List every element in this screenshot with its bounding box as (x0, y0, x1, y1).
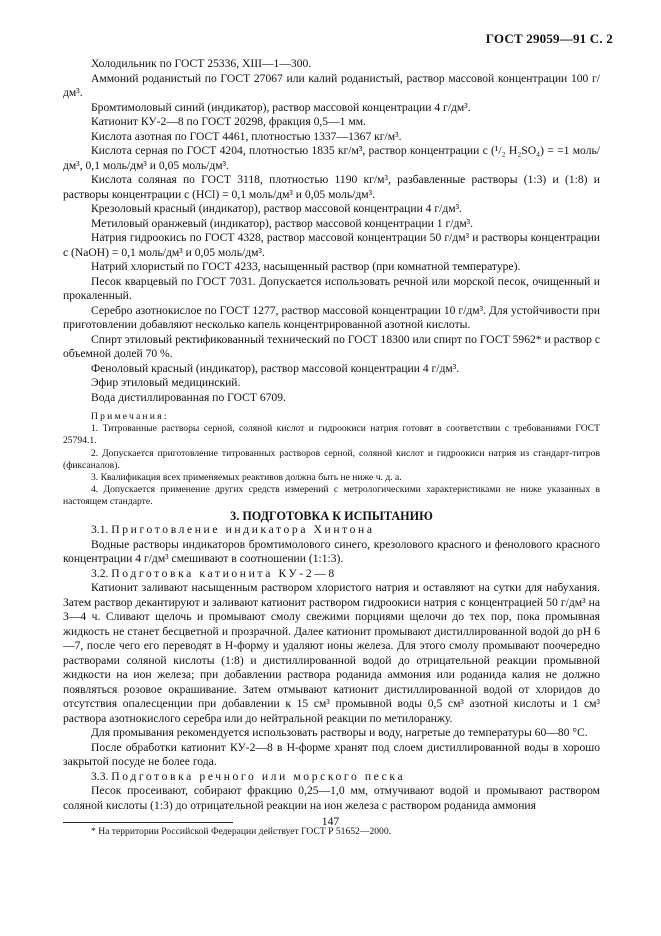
reagent-item: Натрий хлористый по ГОСТ 4233, насыщенный раствор (при комнатной температуре). (91, 260, 521, 273)
footnote: * На территории Российской Федерации действует ГОСТ Р 51652—2000. (91, 826, 392, 838)
reagent-item: Метиловый оранжевый (индикатор), раствор массовой концентрации 1 г/дм³. (91, 216, 474, 230)
notes-block (63, 411, 600, 509)
reagent-item: Бромтимоловый синий (индикатор), раствор массовой концентрации 4 г/дм³. (91, 100, 471, 114)
reagent-item: Аммоний роданистый по ГОСТ 27067 или калий роданистый, раствор массовой концентрации 100 г/дм³. (63, 71, 600, 99)
subsection-heading-3-2 (63, 567, 600, 582)
reagent-list (63, 57, 600, 405)
reagent-item: Серебро азотнокислое по ГОСТ 1277, раствор массовой концентрации 10 г/дм³. Для устойчивости при приготовлении добавляют несколько капель концентрированной азотной кислоты. (63, 303, 600, 331)
notes-title: Примечания: (91, 411, 169, 422)
reagent-item: Песок кварцевый по ГОСТ 7031. Допускается использовать речной или морской песок, очищенный и прокаленный. (63, 274, 600, 302)
note-item: 3. Квалификация всех применяемых реактивов должна быть не ниже ч. д. а. (91, 472, 402, 484)
subsection-title: Подготовка катионита КУ-2—8 (111, 566, 337, 580)
reagent-item: Кислота азотная по ГОСТ 4461, плотностью 1337—1367 кг/м³. (91, 129, 402, 143)
reagent-item: Натрия гидроокись по ГОСТ 4328, раствор массовой концентрации 50 г/дм³ и растворы концентрации c (NaOH) = 0,1 моль/дм³ и 0,05 моль/дм³. (63, 231, 600, 259)
reagent-item: Крезоловый красный (индикатор), раствор массовой концентрации 4 г/дм³. (91, 202, 462, 215)
subsection-title: Приготовление индикатора Хинтона (111, 523, 375, 537)
reagent-item: Кислота серная по ГОСТ 4204, плотностью 1835 кг/м³, раствор концентрации c (¹/₂ H₂SO₄) = =1 моль/дм³, 0,1 моль/дм³ и 0,05 моль/дм³. (63, 144, 600, 172)
subsection-number: 3.2. (91, 566, 109, 580)
reagent-item: Вода дистиллированная по ГОСТ 6709. (91, 390, 286, 404)
reagent-item: Катионит КУ-2—8 по ГОСТ 20298, фракция 0,5—1 мм. (91, 115, 366, 128)
reagent-item: Феноловый красный (индикатор), раствор массовой концентрации 4 г/дм³. (91, 361, 460, 375)
paragraph: После обработки катионит КУ-2—8 в H-форме хранят под слоем дистиллированной воды в хорошо закрытой посуде не более года. (63, 740, 600, 769)
subsection-number: 3.1. (91, 523, 109, 537)
reagent-item: Кислота соляная по ГОСТ 3118, плотностью 1190 кг/м³, разбавленные растворы (1:3) и (1:8) и растворы концентрации c (HCl) = 0,1 моль/дм³ и 0,05 моль/дм³. (63, 173, 600, 201)
reagent-item: Спирт этиловый ректификованный технический по ГОСТ 18300 или спирт по ГОСТ 5962* и раствор с объемной долей 70 %. (63, 332, 600, 360)
body-text (63, 57, 600, 838)
note-item: 1. Титрованные растворы серной, соляной кислот и гидроокиси натрия готовят в соответствии с требованиями ГОСТ 25794.1. (63, 423, 600, 447)
subsection-title: Подготовка речного или морского песка (111, 769, 406, 783)
paragraph: Песок просеивают, собирают фракцию 0,25—1,0 мм, отмучивают водой и промывают раствором соляной кислоты (1:3) до отрицательной реакции на ион железа с раствором роданида аммония (63, 784, 600, 812)
page-number: 147 (321, 815, 340, 828)
section-title: 3. ПОДГОТОВКА К ИСПЫТАНИЮ (230, 508, 433, 523)
paragraph: Катионит заливают насыщенным раствором хлористого натрия и оставляют на сутки для набухания. Затем раствор декантируют и заливают катионит раствором гидроокиси натрия с концентрацией 50 г/дм³ на 3—4 ч. Сливают щелочь и промывают смолу свежими порциями щелочи до тех пор, пока промывная жидкость не станет бесцветной и прозрачной. Далее катионит промывают дистиллированной водой до pH 6—7, после чего его переводят в H-форму и удаляют ионы железа. Для этого смолу промывают поочередно растворами соляной кислоты (1:8) и дистиллированной водой до отрицательной реакции промывной жидкости на ион железа; при добавлении раствора роданида аммония или роданида калия не должно появляться розовое окрашивание. Затем отмывают катионит дистиллированной водой от хлоридов до отсутствия опалесценции при добавлении к 15 см³ промывной воды 0,5 см³ азотной кислоты и 1 см³ раствора азотнокислого серебра или до нейтральной реакции по метилоранжу. (63, 581, 600, 725)
reagent-item: Эфир этиловый медицинский. (91, 376, 241, 389)
reagent-item: Холодильник по ГОСТ 25336, ХIII—1—300. (91, 57, 312, 70)
subsection-number: 3.3. (91, 769, 109, 783)
subsection-heading-3-3 (63, 770, 600, 785)
paragraph: Водные растворы индикаторов бромтимолового синего, крезолового красного и фенолового красного концентрации 4 г/дм³ смешивают в соотношении (1:1:3). (63, 537, 600, 566)
note-item: 4. Допускается применение других средств измерений с метрологическими характеристиками не ниже указанных в настоящем стандарте. (63, 484, 600, 508)
note-item: 2. Допускается приготовление титрованных растворов серной, соляной кислот и гидроокиси натрия из стандарт-титров (фиксаналов). (63, 447, 600, 471)
page-header: ГОСТ 29059—91 С. 2 (485, 31, 613, 46)
subsection-heading-3-1 (63, 523, 600, 538)
paragraph: Для промывания рекомендуется использовать растворы и воду, нагретые до температуры 60—80 °С. (91, 726, 588, 740)
